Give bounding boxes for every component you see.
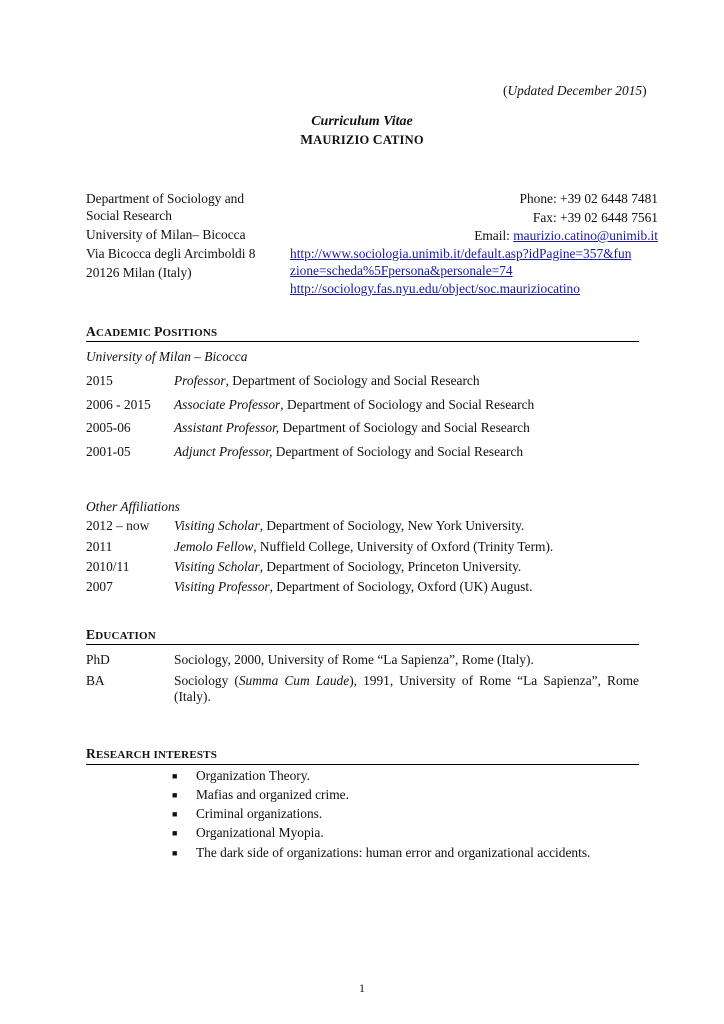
email-label: Email: [474, 228, 514, 243]
heading-cap: E [86, 627, 96, 642]
ba-honours: Summa Cum Laude [238, 673, 350, 688]
section-divider [86, 341, 639, 342]
nyu-link[interactable]: http://sociology.fas.nyu.edu/object/soc.mauriziocatino [290, 281, 580, 296]
affiliations-subheading: Other Affiliations [86, 499, 180, 514]
position-role: Professor [174, 373, 226, 388]
affiliation-desc [174, 578, 532, 596]
address-line: Via Bicocca degli Arcimboldi 8 [86, 246, 256, 261]
position-rest: Department of Sociology and Social Research [272, 444, 524, 459]
sociologia-link[interactable]: http://www.sociologia.unimib.it/default.asp?idPagine=357&fun [290, 246, 632, 261]
name-last-rest: ATINO [382, 133, 424, 147]
position-desc [174, 372, 480, 390]
position-year: 2005-06 [86, 420, 131, 435]
affiliation-desc [174, 538, 553, 556]
academic-positions-heading [86, 324, 217, 340]
updated-open: ( [503, 83, 508, 98]
degree-label: BA [86, 673, 105, 688]
name-last-cap: C [372, 132, 383, 147]
affiliation-role: Visiting Professor [174, 579, 270, 594]
position-year: 2001-05 [86, 444, 131, 459]
affiliation-year: 2012 – now [86, 518, 150, 533]
section-divider [86, 644, 639, 645]
affiliation-role: Visiting Scholar [174, 518, 260, 533]
research-item-text: Criminal organizations. [196, 806, 323, 821]
address-line: Department of Sociology and [86, 191, 245, 206]
affiliation-desc [174, 558, 521, 576]
address-line: University of Milan– Bicocca [86, 227, 246, 242]
square-bullet-icon: ■ [172, 771, 178, 781]
degree-desc [174, 672, 639, 690]
heading-rest: DUCATION [95, 630, 156, 642]
address-line: 20126 Milan (Italy) [86, 265, 192, 280]
list-item [0, 824, 724, 843]
position-rest: Department of Sociology and Social Research [279, 420, 530, 435]
name-first-rest: AURIZIO [313, 133, 370, 147]
degree-desc: Sociology, 2000, University of Rome “La Sapienza”, Rome (Italy). [174, 652, 534, 667]
affiliation-year: 2007 [86, 579, 113, 594]
research-item-text: Organization Theory. [196, 768, 310, 783]
education-heading [86, 627, 156, 643]
sociologia-link-cont[interactable]: zione=scheda%5Fpersona&personale=74 [290, 263, 513, 278]
position-role: Assistant Professor, [174, 420, 280, 435]
degree-label: PhD [86, 652, 110, 667]
milan-subheading: University of Milan – Bicocca [86, 349, 248, 364]
email-line [474, 228, 658, 244]
affiliation-desc [174, 517, 524, 535]
position-desc [174, 396, 534, 414]
ba-post: ), 1991, University of Rome “La Sapienza”, Rome [349, 673, 639, 688]
heading-rest: ESEARCH INTERESTS [95, 749, 218, 761]
section-divider [86, 764, 639, 765]
affiliation-rest: , Department of Sociology, New York University. [259, 518, 525, 533]
heading-cap: P [154, 324, 163, 339]
square-bullet-icon: ■ [172, 848, 178, 858]
position-year: 2006 - 2015 [86, 397, 151, 412]
affiliation-role: Visiting Scholar [174, 559, 260, 574]
phone: Phone: +39 02 6448 7481 [519, 191, 658, 206]
updated-text: Updated December 2015 [507, 83, 643, 98]
position-role: Adjunct Professor, [174, 444, 273, 459]
page-number: 1 [359, 981, 365, 995]
updated-close: ) [642, 83, 647, 98]
square-bullet-icon: ■ [172, 809, 178, 819]
heading-rest: OSITIONS [162, 327, 218, 339]
position-rest: , Department of Sociology and Social Research [280, 397, 535, 412]
heading-cap: A [86, 324, 96, 339]
position-role: Associate Professor [174, 397, 281, 412]
list-item [0, 786, 724, 805]
email-link[interactable]: maurizio.catino@unimib.it [513, 228, 658, 243]
position-desc [174, 443, 523, 461]
list-item [0, 805, 724, 824]
education-row [86, 672, 639, 690]
ba-line2: (Italy). [174, 689, 211, 704]
heading-cap: R [86, 746, 96, 761]
affiliation-rest: , Department of Sociology, Princeton University. [259, 559, 522, 574]
name-first-cap: M [300, 132, 314, 147]
cv-title: Curriculum Vitae [311, 114, 413, 129]
ba-pre: Sociology ( [174, 673, 239, 688]
research-item-text: The dark side of organizations: human error and organizational accidents. [196, 845, 591, 860]
position-year: 2015 [86, 373, 113, 388]
affiliation-year: 2011 [86, 539, 113, 554]
updated-note [503, 83, 647, 99]
position-desc [174, 419, 530, 437]
list-item [0, 767, 724, 786]
square-bullet-icon: ■ [172, 828, 178, 838]
position-rest: , Department of Sociology and Social Research [225, 373, 480, 388]
heading-rest: CADEMIC [95, 327, 155, 339]
research-item-text: Organizational Myopia. [196, 825, 324, 840]
square-bullet-icon: ■ [172, 790, 178, 800]
address-line: Social Research [86, 208, 172, 223]
fax: Fax: +39 02 6448 7561 [532, 210, 658, 225]
affiliation-rest: , Department of Sociology, Oxford (UK) August. [269, 579, 533, 594]
affiliation-rest: , Nuffield College, University of Oxford (Trinity Term). [253, 539, 554, 554]
cv-name [0, 132, 724, 148]
research-heading [86, 746, 217, 762]
affiliation-year: 2010/11 [86, 559, 130, 574]
affiliation-role: Jemolo Fellow [174, 539, 254, 554]
research-item-text: Mafias and organized crime. [196, 787, 349, 802]
list-item [0, 844, 724, 863]
